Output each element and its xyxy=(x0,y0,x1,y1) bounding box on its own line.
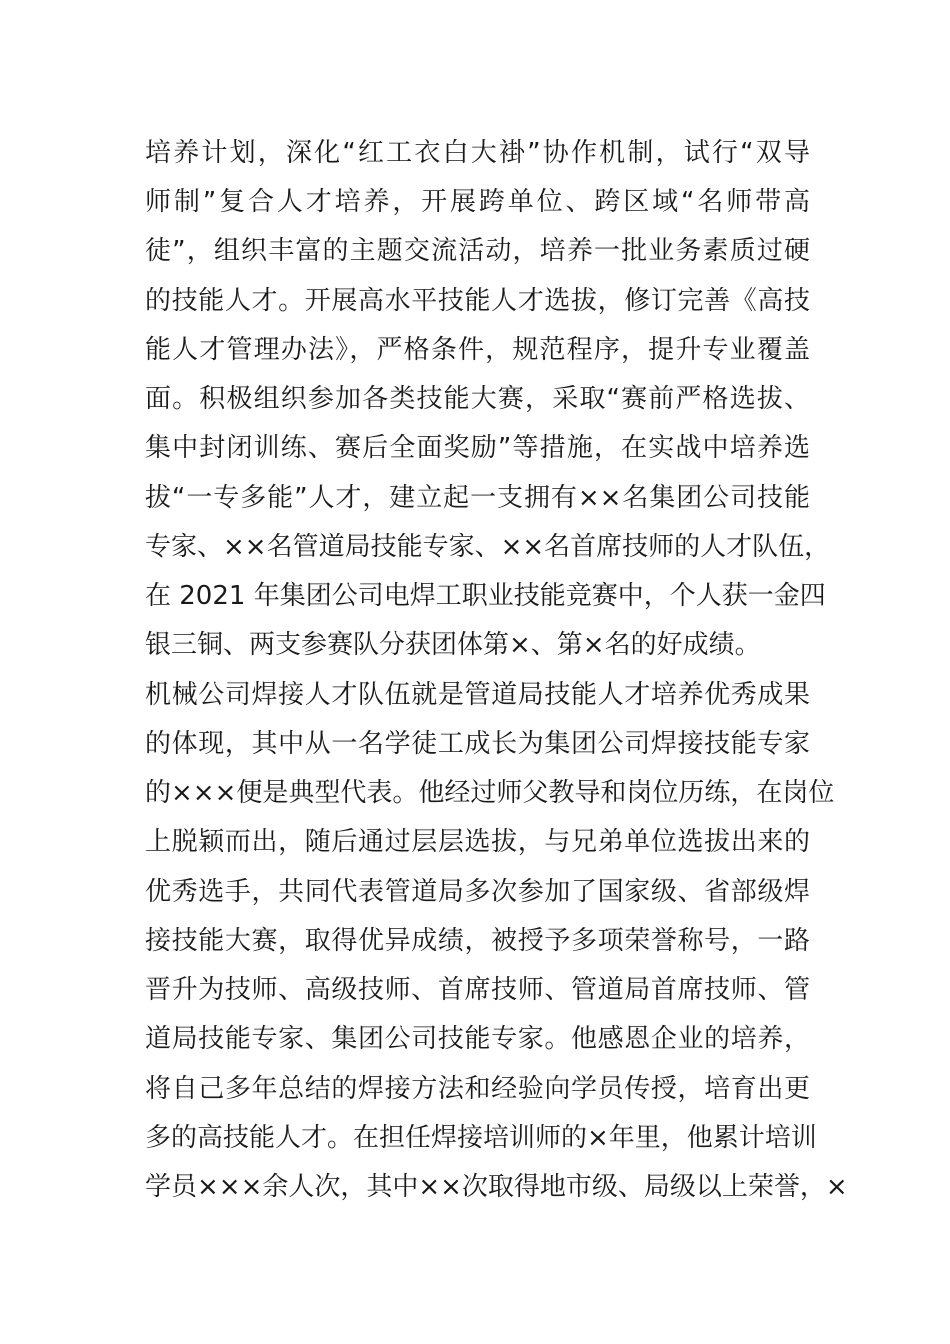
text-line: 拔“一专多能”人才，建立起一支拥有××名集团公司技能 xyxy=(145,483,810,513)
text-line: 接技能大赛，取得优异成绩，被授予多项荣誉称号，一路 xyxy=(145,926,810,956)
text-line: 机械公司焊接人才队伍就是管道局技能人才培养优秀成果 xyxy=(145,680,810,710)
text-line: 师制”复合人才培养，开展跨单位、跨区域“名师带高 xyxy=(145,187,810,217)
text-line: 能人才管理办法》，严格条件，规范程序，提升专业覆盖 xyxy=(145,335,810,365)
text-line: 的技能人才。开展高水平技能人才选拔，修订完善《高技 xyxy=(145,286,810,316)
text-line: 晋升为技师、高级技师、首席技师、管道局首席技师、管 xyxy=(145,975,810,1005)
text-line: 道局技能专家、集团公司技能专家。他感恩企业的培养， xyxy=(145,1024,810,1054)
text-line: 将自己多年总结的焊接方法和经验向学员传授，培育出更 xyxy=(145,1074,810,1104)
text-line: 面。积极组织参加各类技能大赛，采取“赛前严格选拔、 xyxy=(145,384,810,414)
text-line: 上脱颖而出，随后通过层层选拔，与兄弟单位选拔出来的 xyxy=(145,827,810,857)
text-line: 学员×××余人次，其中××次取得地市级、局级以上荣誉，× xyxy=(145,1172,848,1202)
text-line: 集中封闭训练、赛后全面奖励”等措施，在实战中培养选 xyxy=(145,433,810,463)
text-line: 多的高技能人才。在担任焊接培训师的×年里，他累计培训 xyxy=(145,1123,817,1153)
text-line: 培养计划，深化“红工衣白大褂”协作机制，试行“双导 xyxy=(145,138,810,168)
text-line: 在 2021 年集团公司电焊工职业技能竞赛中，个人获一金四 xyxy=(145,581,826,611)
text-line: 优秀选手，共同代表管道局多次参加了国家级、省部级焊 xyxy=(145,877,810,907)
text-line: 银三铜、两支参赛队分获团体第×、第×名的好成绩。 xyxy=(145,630,761,660)
text-line: 徒”，组织丰富的主题交流活动，培养一批业务素质过硬 xyxy=(145,236,810,266)
text-line: 的×××便是典型代表。他经过师父教导和岗位历练，在岗位 xyxy=(145,778,835,808)
text-line: 专家、××名管道局技能专家、××名首席技师的人才队伍， xyxy=(145,532,831,562)
text-line: 的体现，其中从一名学徒工成长为集团公司焊接技能专家 xyxy=(145,729,810,759)
